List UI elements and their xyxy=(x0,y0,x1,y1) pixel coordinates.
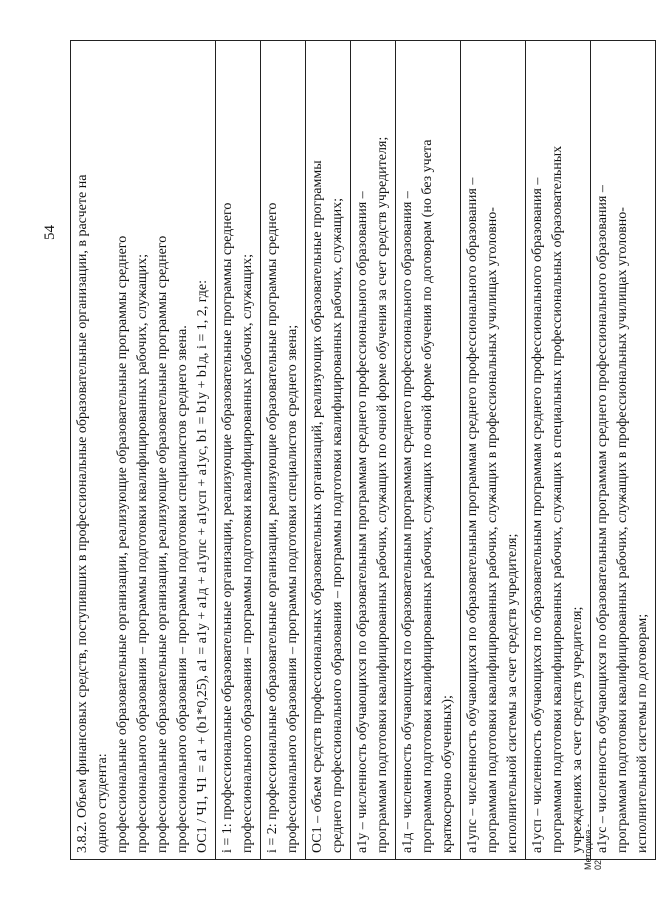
table-row xyxy=(396,41,461,860)
text-line: а1у – численность обучающихся по образовательным программам среднего профессионального образования – xyxy=(355,191,370,853)
text-line: исполнительной системы за счет средств учредителя; xyxy=(505,533,520,853)
table-row xyxy=(216,41,261,860)
text-line: ОС1 – объем средств профессиональных образовательных организаций, реализующих образовательные программы xyxy=(310,160,325,853)
footer-label: Методика - 02 xyxy=(583,823,603,870)
text-line: i = 1: профессиональные образовательные организации, реализующие образовательные программы среднего xyxy=(220,202,235,853)
text-line: исполнительной системы по договорам; xyxy=(635,613,650,853)
text-line: программам подготовки квалифицированных рабочих, служащих по очной форме обучения по договорам (но без учета xyxy=(420,139,435,853)
table-cell xyxy=(71,41,216,860)
text-line: а1ус – численность обучающихся по образовательным программам среднего профессионального образования – xyxy=(595,185,610,853)
table-row xyxy=(461,41,526,860)
table-cell xyxy=(396,41,461,860)
text-line: учреждениях за счет средств учредителя; xyxy=(570,606,585,853)
indicator-table xyxy=(70,40,656,860)
text-line: краткосрочно обученных); xyxy=(440,695,455,853)
text-line: программам подготовки квалифицированных рабочих, служащих в специальных профессиональных образовательных xyxy=(550,145,565,853)
text-line: одного студента: xyxy=(95,753,110,853)
page-number: 54 xyxy=(42,225,58,240)
table-cell xyxy=(526,41,591,860)
text-line: i = 2: профессиональные образовательные организации, реализующие образовательные программы среднего xyxy=(265,202,280,853)
text-line: а1упс – численность обучающихся по образовательным программам среднего профессионального образования – xyxy=(465,177,480,853)
table-row xyxy=(351,41,396,860)
text-line: профессионального образования – программы подготовки квалифицированных рабочих, служащих; xyxy=(135,253,150,853)
table-cell xyxy=(461,41,526,860)
table-cell xyxy=(351,41,396,860)
text-line: а1д – численность обучающихся по образовательным программам среднего профессионального образования – xyxy=(400,191,415,853)
text-line: профессионального образования – программы подготовки специалистов среднего звена; xyxy=(285,324,300,853)
text-line: 3.8.2. Объем финансовых средств, поступивших в профессиональные образовательные организации, в расчете на xyxy=(75,174,90,853)
formula-line: ОС1 / Ч1, Ч1 = а1 + (b1*0,25), а1 = а1у + а1д + а1упс + а1усп + а1ус, b1 = b1у + b1д, i = 1, 2, где: xyxy=(195,279,210,853)
table-row xyxy=(71,41,216,860)
text-line: программам подготовки квалифицированных рабочих, служащих по очной форме обучения за счет средств учредителя; xyxy=(375,136,390,853)
table-row xyxy=(591,41,656,860)
text-line: профессиональные образовательные организации, реализующие образовательные программы среднего xyxy=(155,235,170,853)
table-cell xyxy=(216,41,261,860)
text-line: профессионального образования – программы подготовки квалифицированных рабочих, служащих; xyxy=(240,253,255,853)
table-cell xyxy=(306,41,351,860)
text-line: среднего профессионального образования – программы подготовки квалифицированных рабочих, служащих; xyxy=(330,198,345,853)
text-line: профессиональные образовательные организации, реализующие образовательные программы среднего xyxy=(115,235,130,853)
table-row xyxy=(306,41,351,860)
text-line: а1усп – численность обучающихся по образовательным программам среднего профессионального образования – xyxy=(530,177,545,853)
text-line: программам подготовки квалифицированных рабочих, служащих в профессиональных училищах уголовно- xyxy=(485,207,500,853)
table-cell xyxy=(261,41,306,860)
table-cell xyxy=(591,41,656,860)
text-line: программам подготовки квалифицированных рабочих, служащих в профессиональных училищах уголовно- xyxy=(615,207,630,853)
table-row xyxy=(261,41,306,860)
table-row xyxy=(526,41,591,860)
text-line: профессионального образования – программы подготовки специалистов среднего звена. xyxy=(175,325,190,853)
